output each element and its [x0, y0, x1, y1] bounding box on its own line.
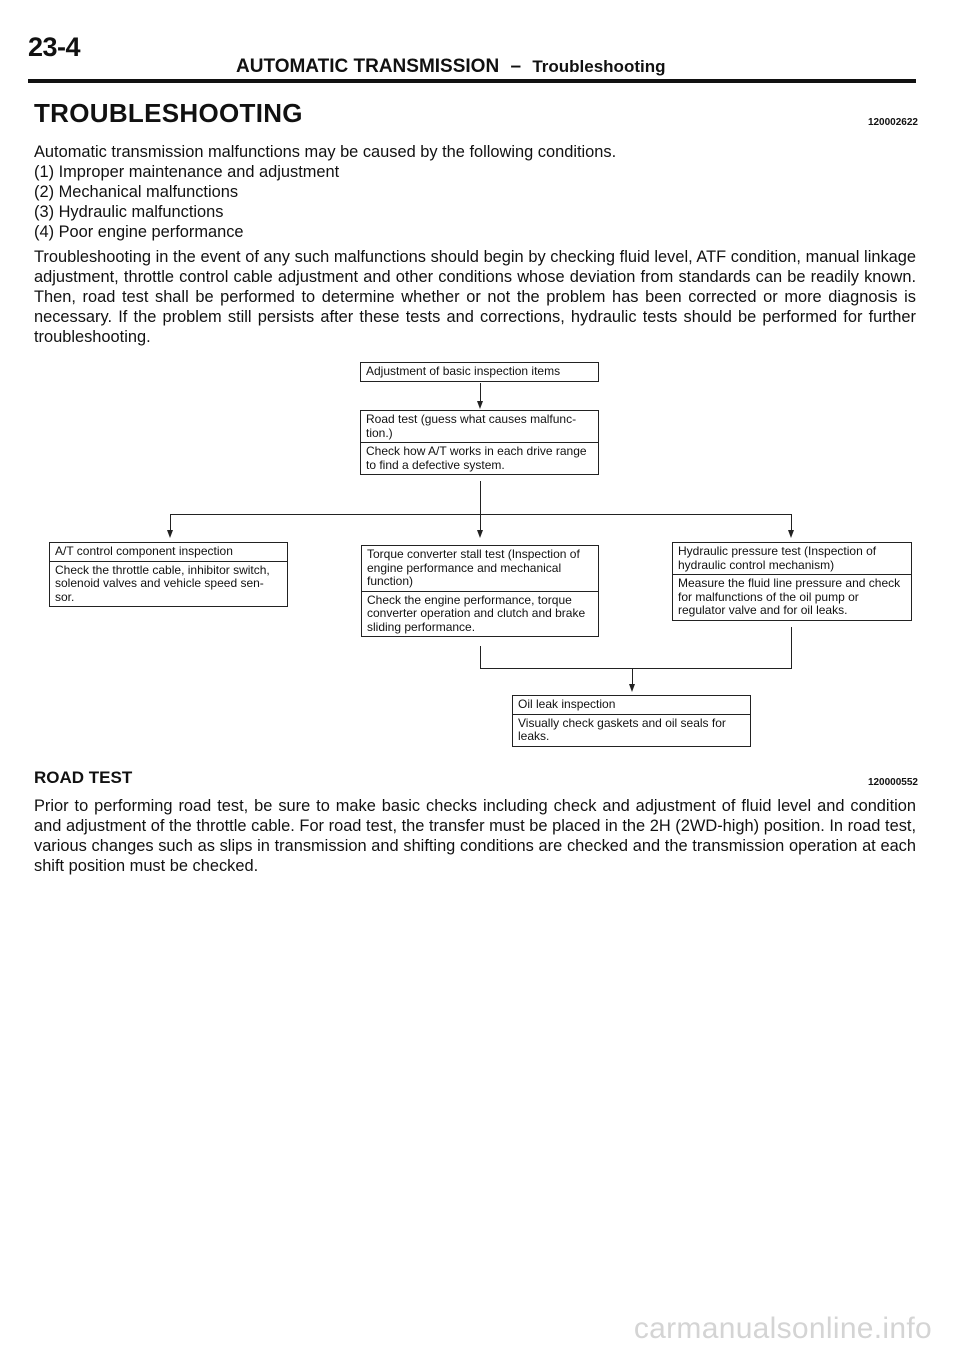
flow-box-oil-leak: [512, 695, 751, 747]
flow-box-stall-test: [361, 545, 599, 637]
condition-item: (4) Poor engine performance: [34, 223, 244, 241]
header-subtitle: Troubleshooting: [532, 57, 666, 76]
flow-box-description: Measure the fluid line pressure and check for malfunctions of the oil pump or regulator valve and for oil leaks.: [673, 574, 911, 620]
header-separator: –: [510, 56, 522, 77]
arrow-down-icon: [167, 530, 173, 538]
flow-box-title: Road test (guess what causes malfunc-tion.): [366, 412, 577, 440]
condition-item: (3) Hydraulic malfunctions: [34, 203, 224, 221]
flow-box-title: Oil leak inspection: [518, 697, 616, 711]
flow-box-title: Adjustment of basic inspection items: [366, 364, 561, 378]
condition-item: (1) Improper maintenance and adjustment: [34, 163, 340, 181]
flow-connector: [480, 668, 792, 669]
flow-box-description: Check the engine performance, torque converter operation and clutch and brake sliding performance.: [362, 591, 598, 637]
flow-box-basic-inspection: [360, 362, 599, 382]
flow-connector: [791, 514, 792, 530]
flow-box-title: Hydraulic pressure test (Inspection of hydraulic control mechanism): [678, 544, 877, 572]
troubleshooting-paragraph: Troubleshooting in the event of any such malfunctions should begin by checking fluid level, ATF condition, manual linkage adjustment, throttle control cable adjustment and other conditions whose deviation from standards can be readily known. Then, road test shall be performed to determine whether or not the problem has been corrected or more diagnosis is necessary. If the problem still persists after these tests and corrections, hydraulic tests should be performed for further troubleshooting.: [34, 248, 916, 346]
flow-connector: [170, 514, 171, 530]
section-code: 120002622: [867, 117, 918, 128]
road-test-title: ROAD TEST: [34, 768, 133, 787]
flow-box-road-test: [360, 410, 599, 475]
flow-box-hydraulic-test: [672, 542, 912, 621]
flow-box-at-control: [49, 542, 288, 607]
flow-box-title: Torque converter stall test (Inspection of engine performance and mechanical function): [367, 547, 580, 588]
flow-connector: [480, 383, 481, 402]
header-rule: [28, 79, 916, 83]
condition-item: (2) Mechanical malfunctions: [34, 183, 239, 201]
intro-text: Automatic transmission malfunctions may be caused by the following conditions.: [34, 143, 617, 161]
header-title-text: AUTOMATIC TRANSMISSION: [236, 56, 500, 77]
flow-box-description: Check the throttle cable, inhibitor switch, solenoid valves and vehicle speed sen-sor.: [50, 561, 287, 607]
arrow-down-icon: [477, 530, 483, 538]
flow-connector: [480, 481, 481, 530]
page-header-title: [236, 56, 665, 78]
arrow-down-icon: [629, 684, 635, 692]
watermark: carmanualsonline.info: [633, 1312, 932, 1345]
page-number: 23-4: [28, 32, 81, 62]
flow-connector: [791, 627, 792, 668]
arrow-down-icon: [788, 530, 794, 538]
flow-box-description: Visually check gaskets and oil seals for leaks.: [513, 714, 750, 746]
flow-connector: [170, 514, 792, 515]
arrow-down-icon: [477, 401, 483, 409]
section-title: TROUBLESHOOTING: [34, 98, 303, 128]
flow-box-title: A/T control component inspection: [55, 544, 233, 558]
flow-box-description: Check how A/T works in each drive range to find a defective system.: [361, 442, 598, 474]
road-test-paragraph: Prior to performing road test, be sure to make basic checks including check and adjustment of fluid level and condition and adjustment of the throttle cable. For road test, the transfer must be placed in the 2H (2WD-high) position. In road test, various changes such as slips in transmission and shifting conditions are checked and the transmission operation at each shift position must be checked.: [34, 797, 916, 875]
flow-connector: [480, 646, 481, 668]
flow-connector: [632, 668, 633, 684]
road-test-code: 120000552: [867, 777, 918, 788]
